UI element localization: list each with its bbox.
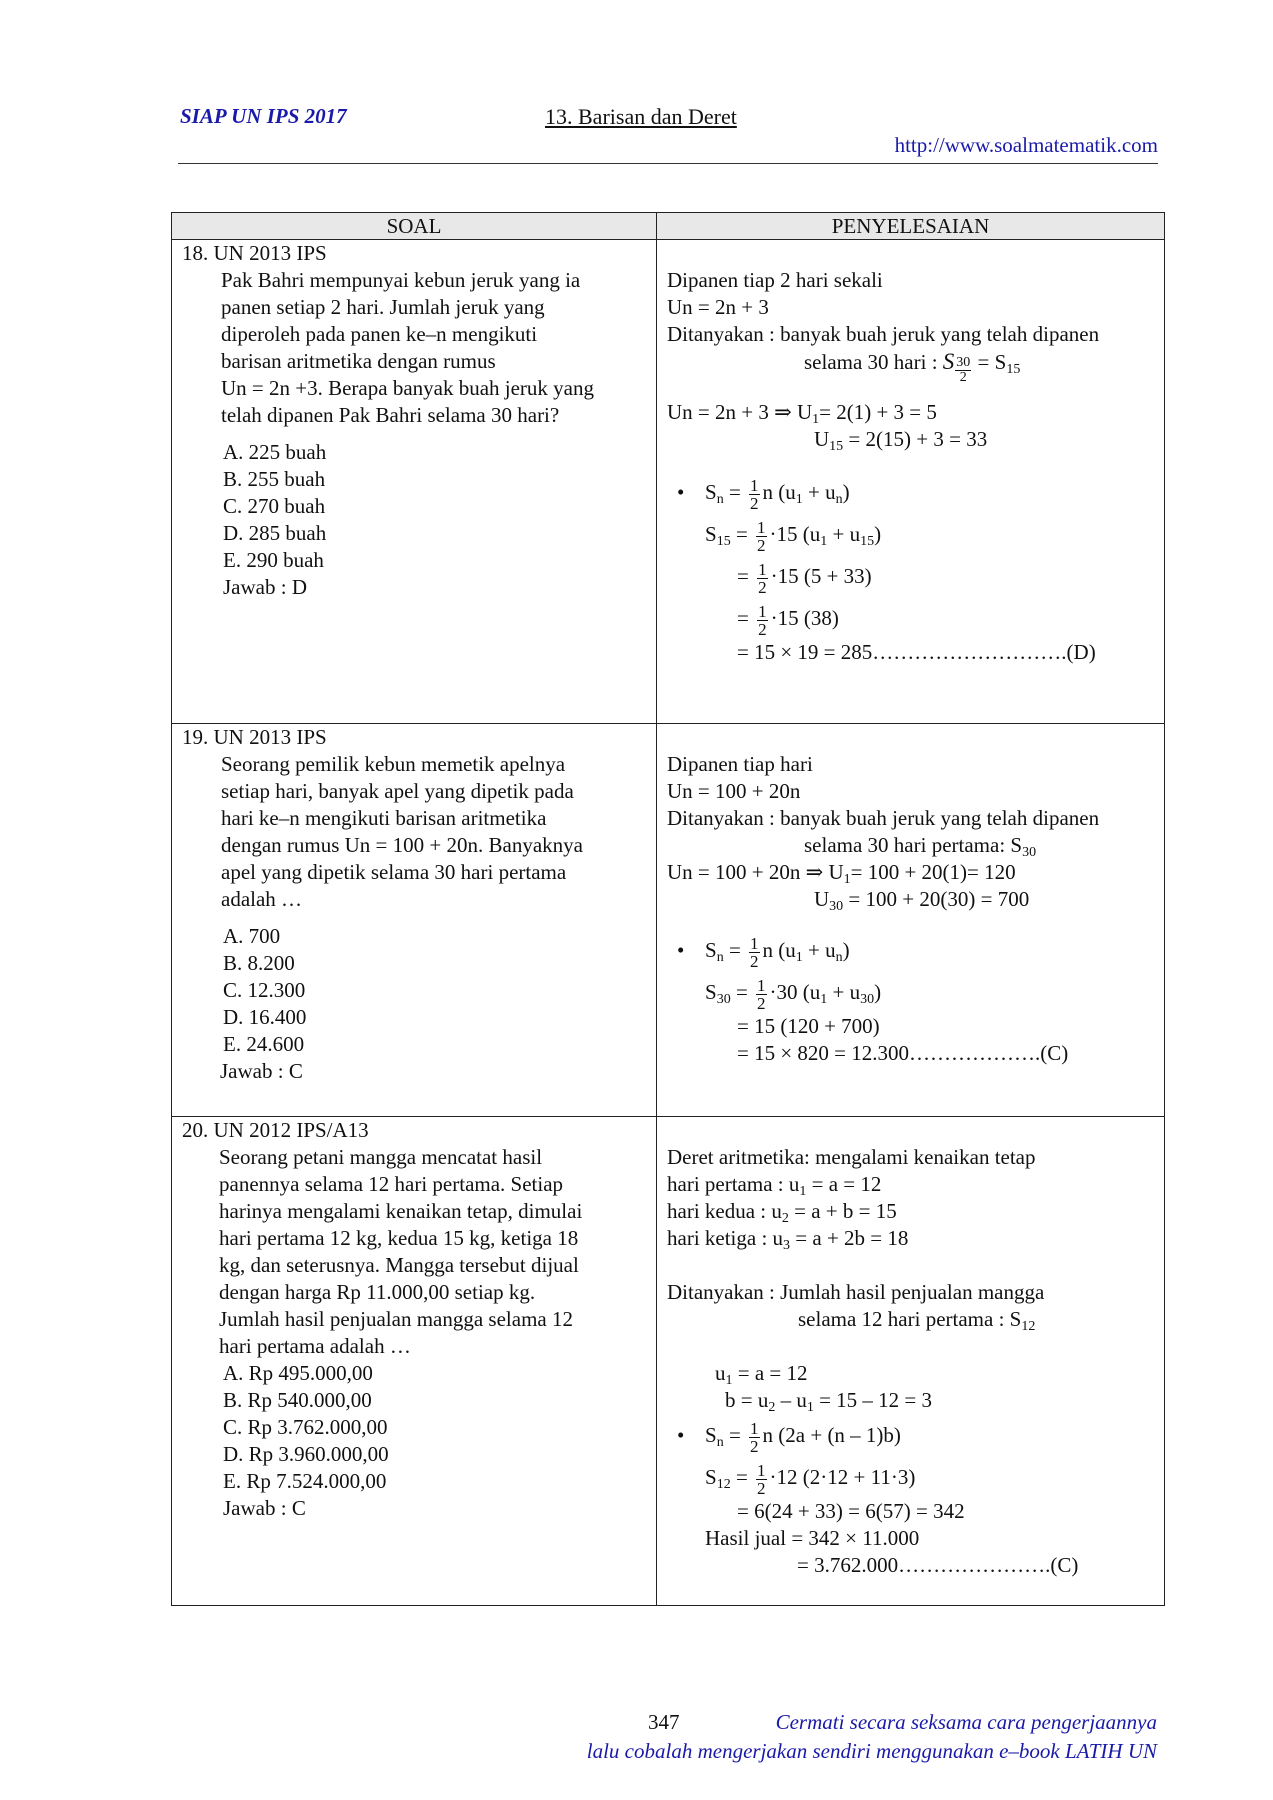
page-number: 347 bbox=[648, 1710, 680, 1734]
solution-cell-19 bbox=[657, 724, 1165, 1117]
text-line: hari pertama adalah … bbox=[219, 1334, 411, 1358]
formula-line: = 15 × 820 = 12.300……………….(C) bbox=[737, 1041, 1069, 1065]
solution-line: Ditanyakan : banyak buah jeruk yang telah dipanen bbox=[667, 322, 1100, 346]
formula-line: = 15 × 19 = 285……………………….(D) bbox=[737, 640, 1096, 664]
question-cell-20 bbox=[172, 1117, 657, 1606]
formula-line: = $\frac{1}{2}$ ·15 (38) bbox=[737, 601, 839, 639]
solution-line: hari kedua : $u_2 = a + b = 15$ bbox=[667, 1199, 897, 1226]
formula-line: Hasil jual = 342 × 11.000 bbox=[705, 1526, 920, 1550]
option: C. 12.300 bbox=[223, 978, 306, 1002]
option: D. 285 buah bbox=[223, 521, 327, 545]
solution-cell-18 bbox=[657, 240, 1165, 724]
text-line: Seorang pemilik kebun memetik apelnya bbox=[221, 752, 566, 776]
text-line: kg, dan seterusnya. Mangga tersebut dijual bbox=[219, 1253, 579, 1277]
option: B. 255 buah bbox=[223, 467, 326, 491]
header-title: SIAP UN IPS 2017 bbox=[180, 104, 347, 128]
bullet-icon: • bbox=[677, 938, 685, 962]
option: B. Rp 540.000,00 bbox=[223, 1388, 372, 1412]
text-line: barisan aritmetika dengan rumus bbox=[221, 349, 496, 373]
website-link[interactable]: http://www.soalmatematik.com bbox=[894, 133, 1158, 157]
option: B. 8.200 bbox=[223, 951, 295, 975]
column-header-soal: SOAL bbox=[172, 213, 657, 240]
text-line: adalah … bbox=[221, 887, 303, 911]
footer-note-line2: lalu cobalah mengerjakan sendiri menggunakan e–book LATIH UN bbox=[586, 1739, 1157, 1763]
problem-row-18 bbox=[172, 240, 1165, 724]
text-line: panen setiap 2 hari. Jumlah jeruk yang bbox=[221, 295, 545, 319]
question-cell-19 bbox=[172, 724, 657, 1117]
question-cell-18 bbox=[172, 240, 657, 724]
header-divider bbox=[178, 163, 1158, 164]
solution-line: $U_{30} = 100 + 20(30) = 700$ bbox=[814, 887, 1030, 914]
answer-options bbox=[172, 439, 656, 601]
text-line: Un = 2n +3. Berapa banyak buah jeruk yang bbox=[221, 376, 594, 400]
question-text bbox=[172, 1144, 656, 1360]
formula-line: • $S_n$ = $\frac{1}{2}$ n $(u_1 + u_n)$ bbox=[667, 929, 1158, 971]
text-line: setiap hari, banyak apel yang dipetik pada bbox=[221, 779, 574, 803]
solution-line: selama 30 hari : S $\frac{30}{2}$ = $S_{15}$ bbox=[804, 349, 1021, 385]
problem-row-20 bbox=[172, 1117, 1165, 1606]
option: C. Rp 3.762.000,00 bbox=[223, 1415, 388, 1439]
formula-line: = 3.762.000………………….(C) bbox=[797, 1553, 1079, 1577]
answer-options bbox=[172, 923, 656, 1085]
question-text bbox=[172, 751, 656, 913]
chapter-title: 13. Barisan dan Deret bbox=[545, 104, 737, 129]
option: A. 700 bbox=[223, 924, 281, 948]
solution-line: Un = 2n + 3 bbox=[667, 295, 769, 319]
option: D. 16.400 bbox=[223, 1005, 307, 1029]
question-number: 19. UN 2013 IPS bbox=[182, 725, 327, 749]
option: E. 24.600 bbox=[223, 1032, 305, 1056]
text-line: hari pertama 12 kg, kedua 15 kg, ketiga 18 bbox=[219, 1226, 579, 1250]
solution-line: Dipanen tiap hari bbox=[667, 752, 813, 776]
text-line: telah dipanen Pak Bahri selama 30 hari? bbox=[221, 403, 560, 427]
solution-line: selama 12 hari pertama : $S_{12}$ bbox=[798, 1307, 1036, 1334]
formula-line: • $S_n$ = $\frac{1}{2}$ n (2a + (n – 1)b) bbox=[667, 1414, 1158, 1456]
solution-cell-20 bbox=[657, 1117, 1165, 1606]
question-number: 20. UN 2012 IPS/A13 bbox=[182, 1118, 369, 1142]
column-header-penyelesaian: PENYELESAIAN bbox=[657, 213, 1165, 240]
solution-line: $u_1 = a = 12$ bbox=[715, 1361, 808, 1388]
answer-key: Jawab : C bbox=[223, 1496, 306, 1520]
question-number: 18. UN 2013 IPS bbox=[182, 241, 327, 265]
bullet-icon: • bbox=[677, 480, 685, 504]
formula-line: • $S_n$ = $\frac{1}{2}$ n $(u_1 + u_n)$ bbox=[667, 471, 1158, 513]
solution-line: Un = 100 + 20n ⇒ $U_1= 100 + 20(1)= 120$ bbox=[667, 860, 1016, 887]
problems-table bbox=[171, 212, 1165, 1606]
answer-key: Jawab : C bbox=[220, 1059, 303, 1083]
option: A. Rp 495.000,00 bbox=[223, 1361, 373, 1385]
formula-line: $S_{15}$ = $\frac{1}{2}$ ·15 $(u_1 + u_{15})$ bbox=[705, 517, 882, 555]
solution-line: hari pertama : $u_1 = a = 12$ bbox=[667, 1172, 882, 1199]
solution-line: $b = u_2 - u_1 = 15 - 12 = 3$ bbox=[725, 1388, 933, 1415]
option: C. 270 buah bbox=[223, 494, 326, 518]
bullet-icon: • bbox=[677, 1423, 685, 1447]
text-line: hari ke–n mengikuti barisan aritmetika bbox=[221, 806, 547, 830]
text-line: panennya selama 12 hari pertama. Setiap bbox=[219, 1172, 564, 1196]
solution-line: Ditanyakan : Jumlah hasil penjualan mangga bbox=[667, 1280, 1045, 1304]
formula-line: = $\frac{1}{2}$ ·15 (5 + 33) bbox=[737, 559, 872, 597]
problem-row-19 bbox=[172, 724, 1165, 1117]
answer-options bbox=[172, 1360, 656, 1522]
text-line: diperoleh pada panen ke–n mengikuti bbox=[221, 322, 538, 346]
text-line: Pak Bahri mempunyai kebun jeruk yang ia bbox=[221, 268, 581, 292]
option: E. Rp 7.524.000,00 bbox=[223, 1469, 387, 1493]
text-line: Seorang petani mangga mencatat hasil bbox=[219, 1145, 543, 1169]
answer-key: Jawab : D bbox=[223, 575, 307, 599]
formula-line: = 6(24 + 33) = 6(57) = 342 bbox=[737, 1499, 965, 1523]
question-text bbox=[172, 267, 656, 429]
solution-line: Un = 2n + 3 ⇒ $U_1= 2(1) + 3 = 5$ bbox=[667, 400, 937, 427]
solution-line: $U_{15} = 2(15) + 3 = 33$ bbox=[814, 427, 988, 454]
footer-note-line1: Cermati secara seksama cara pengerjaannya bbox=[775, 1710, 1157, 1734]
option: D. Rp 3.960.000,00 bbox=[223, 1442, 389, 1466]
solution-line: hari ketiga : $u_3 = a + 2b = 18$ bbox=[667, 1226, 909, 1253]
solution-line: Un = 100 + 20n bbox=[667, 779, 801, 803]
text-line: apel yang dipetik selama 30 hari pertama bbox=[221, 860, 567, 884]
formula-line: $S_{12}$ = $\frac{1}{2}$ ·12 (2·12 + 11·3) bbox=[705, 1460, 916, 1498]
text-line: dengan rumus Un = 100 + 20n. Banyaknya bbox=[221, 833, 583, 857]
text-line: dengan harga Rp 11.000,00 setiap kg. bbox=[219, 1280, 536, 1304]
solution-line: selama 30 hari pertama: $S_{30}$ bbox=[804, 833, 1037, 860]
option: A. 225 buah bbox=[223, 440, 327, 464]
option: E. 290 buah bbox=[223, 548, 324, 572]
formula-line: $S_{30}$ = $\frac{1}{2}$ ·30 $(u_1 + u_{30})$ bbox=[705, 975, 882, 1013]
solution-line: Ditanyakan : banyak buah jeruk yang telah dipanen bbox=[667, 806, 1100, 830]
solution-line: Deret aritmetika: mengalami kenaikan tetap bbox=[667, 1145, 1036, 1169]
formula-line: = 15 (120 + 700) bbox=[737, 1014, 880, 1038]
text-line: harinya mengalami kenaikan tetap, dimulai bbox=[219, 1199, 583, 1223]
solution-line: Dipanen tiap 2 hari sekali bbox=[667, 268, 883, 292]
text-line: Jumlah hasil penjualan mangga selama 12 bbox=[219, 1307, 573, 1331]
